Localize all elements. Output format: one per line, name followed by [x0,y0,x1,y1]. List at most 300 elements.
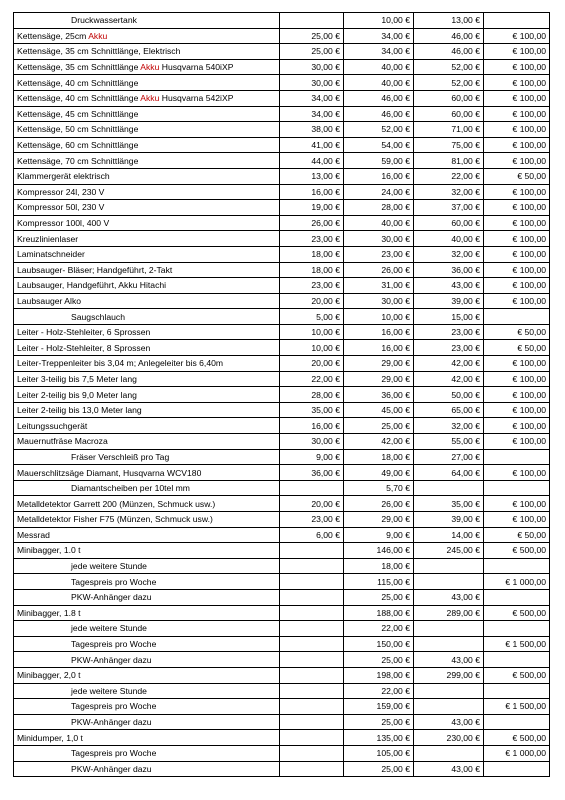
table-row [14,667,550,683]
item-name-cell [14,449,280,465]
price-day-cell: 46,00 € [344,106,414,122]
item-name-suffix: Husqvarna 540iXP [159,62,234,73]
table-row [14,200,550,216]
price-day-cell: 25,00 € [344,652,414,668]
price-hour-cell: 20,00 € [280,293,344,309]
item-name: PKW-Anhänger dazu [71,717,152,728]
deposit-cell [484,449,550,465]
table-row [14,527,550,543]
price-day-cell: 135,00 € [344,730,414,746]
table-row [14,246,550,262]
price-day-cell: 29,00 € [344,356,414,372]
price-day-cell: 10,00 € [344,13,414,29]
item-name-cell [14,699,280,715]
price-weekend-cell: 60,00 € [414,106,484,122]
price-hour-cell: 44,00 € [280,153,344,169]
price-weekend-cell: 43,00 € [414,652,484,668]
price-day-cell: 40,00 € [344,215,414,231]
price-weekend-cell: 32,00 € [414,246,484,262]
item-name: Tagespreis pro Woche [71,639,157,650]
item-name: Laubsauger- Bläser; Handgeführt, 2-Takt [17,264,173,275]
item-name: Kettensäge, 60 cm Schnittlänge [17,140,139,151]
price-hour-cell: 16,00 € [280,418,344,434]
price-weekend-cell: 37,00 € [414,200,484,216]
item-name: Leiter 2-teilig bis 13,0 Meter lang [17,405,142,416]
item-name-cell [14,75,280,91]
price-day-cell: 150,00 € [344,636,414,652]
price-hour-cell [280,699,344,715]
price-weekend-cell [414,480,484,496]
item-name-cell [14,621,280,637]
deposit-cell: € 100,00 [484,28,550,44]
price-hour-cell: 34,00 € [280,90,344,106]
item-name: Laminatschneider [17,249,85,260]
price-day-cell: 188,00 € [344,605,414,621]
price-day-cell: 49,00 € [344,465,414,481]
table-row [14,418,550,434]
item-name-cell [14,13,280,29]
item-name: Kompressor 50l, 230 V [17,202,105,213]
price-hour-cell [280,621,344,637]
item-name: Tagespreis pro Woche [71,576,157,587]
price-hour-cell: 19,00 € [280,200,344,216]
deposit-cell: € 100,00 [484,387,550,403]
table-row [14,480,550,496]
price-day-cell: 22,00 € [344,683,414,699]
table-row [14,75,550,91]
price-weekend-cell: 23,00 € [414,340,484,356]
item-name-cell [14,589,280,605]
price-day-cell: 146,00 € [344,543,414,559]
item-name: Kompressor 100l, 400 V [17,218,110,229]
item-name: Leiter 2-teilig bis 9,0 Meter lang [17,389,137,400]
table-row [14,90,550,106]
price-day-cell: 29,00 € [344,371,414,387]
item-name: Kettensäge, 45 cm Schnittlänge [17,108,139,119]
deposit-cell: € 100,00 [484,262,550,278]
table-row [14,496,550,512]
item-name-cell [14,356,280,372]
price-weekend-cell: 42,00 € [414,356,484,372]
item-name-cell [14,667,280,683]
price-hour-cell: 23,00 € [280,512,344,528]
price-weekend-cell: 46,00 € [414,44,484,60]
item-name: Metalldetektor Fisher F75 (Münzen, Schmuck usw.) [17,514,213,525]
table-row [14,512,550,528]
price-hour-cell: 10,00 € [280,340,344,356]
price-weekend-cell: 299,00 € [414,667,484,683]
price-day-cell: 25,00 € [344,714,414,730]
deposit-cell [484,480,550,496]
item-name-cell [14,652,280,668]
price-weekend-cell: 32,00 € [414,184,484,200]
item-name: Kettensäge, 25cm [17,30,89,41]
price-hour-cell: 41,00 € [280,137,344,153]
item-name-cell [14,434,280,450]
price-hour-cell: 22,00 € [280,371,344,387]
price-day-cell: 40,00 € [344,75,414,91]
item-name-cell [14,730,280,746]
deposit-cell [484,13,550,29]
price-weekend-cell: 245,00 € [414,543,484,559]
price-day-cell: 16,00 € [344,324,414,340]
price-day-cell: 31,00 € [344,278,414,294]
price-weekend-cell: 60,00 € [414,90,484,106]
price-hour-cell: 28,00 € [280,387,344,403]
price-hour-cell: 30,00 € [280,59,344,75]
table-row [14,44,550,60]
table-row [14,387,550,403]
deposit-cell: € 100,00 [484,44,550,60]
price-weekend-cell [414,574,484,590]
item-name-suffix: Husqvarna 542iXP [159,93,234,104]
price-weekend-cell: 32,00 € [414,418,484,434]
price-hour-cell: 16,00 € [280,184,344,200]
price-weekend-cell: 46,00 € [414,28,484,44]
deposit-cell: € 100,00 [484,418,550,434]
price-hour-cell: 34,00 € [280,106,344,122]
price-hour-cell: 20,00 € [280,356,344,372]
price-hour-cell: 30,00 € [280,75,344,91]
price-weekend-cell: 14,00 € [414,527,484,543]
item-name-cell [14,231,280,247]
price-day-cell: 16,00 € [344,340,414,356]
item-name-cell [14,512,280,528]
price-day-cell: 5,70 € [344,480,414,496]
price-day-cell: 159,00 € [344,699,414,715]
item-name-cell [14,543,280,559]
price-day-cell: 52,00 € [344,122,414,138]
item-name: Tagespreis pro Woche [71,701,157,712]
price-day-cell: 36,00 € [344,387,414,403]
deposit-cell: € 100,00 [484,278,550,294]
item-name-cell [14,324,280,340]
price-day-cell: 54,00 € [344,137,414,153]
deposit-cell: € 100,00 [484,215,550,231]
price-day-cell: 24,00 € [344,184,414,200]
price-day-cell: 115,00 € [344,574,414,590]
deposit-cell: € 50,00 [484,527,550,543]
deposit-cell [484,558,550,574]
table-row [14,543,550,559]
item-name: Klammergerät elektrisch [17,171,110,182]
price-hour-cell: 10,00 € [280,324,344,340]
item-name-cell [14,714,280,730]
table-row [14,231,550,247]
price-hour-cell [280,761,344,777]
price-hour-cell: 23,00 € [280,231,344,247]
item-name: Kettensäge, 70 cm Schnittlänge [17,155,139,166]
item-name: Mauerschlitzsäge Diamant, Husqvarna WCV180 [17,467,202,478]
price-hour-cell: 38,00 € [280,122,344,138]
deposit-cell: € 50,00 [484,324,550,340]
deposit-cell: € 100,00 [484,90,550,106]
price-hour-cell: 36,00 € [280,465,344,481]
price-weekend-cell: 81,00 € [414,153,484,169]
price-weekend-cell: 289,00 € [414,605,484,621]
item-name-highlight: Akku [140,93,160,104]
price-hour-cell [280,543,344,559]
item-name: Kettensäge, 50 cm Schnittlänge [17,124,139,135]
deposit-cell: € 100,00 [484,122,550,138]
price-table [13,12,550,777]
deposit-cell [484,652,550,668]
price-hour-cell [280,714,344,730]
item-name: PKW-Anhänger dazu [71,763,152,774]
table-row [14,184,550,200]
item-name-cell [14,59,280,75]
price-hour-cell: 18,00 € [280,246,344,262]
deposit-cell: € 100,00 [484,106,550,122]
table-row [14,683,550,699]
price-hour-cell: 13,00 € [280,168,344,184]
price-day-cell: 22,00 € [344,621,414,637]
table-row [14,293,550,309]
price-hour-cell: 5,00 € [280,309,344,325]
price-weekend-cell: 75,00 € [414,137,484,153]
item-name-cell [14,90,280,106]
price-day-cell: 59,00 € [344,153,414,169]
price-weekend-cell: 43,00 € [414,761,484,777]
item-name: Leitungssuchgerät [17,420,88,431]
table-row [14,324,550,340]
table-row [14,340,550,356]
deposit-cell: € 1 000,00 [484,574,550,590]
item-name: Kreuzlinienlaser [17,233,79,244]
deposit-cell [484,683,550,699]
item-name-cell [14,745,280,761]
price-day-cell: 46,00 € [344,90,414,106]
table-row [14,309,550,325]
table-row [14,28,550,44]
price-day-cell: 18,00 € [344,449,414,465]
deposit-cell: € 100,00 [484,356,550,372]
price-weekend-cell: 43,00 € [414,589,484,605]
deposit-cell: € 100,00 [484,59,550,75]
deposit-cell: € 100,00 [484,184,550,200]
price-weekend-cell [414,683,484,699]
price-weekend-cell: 65,00 € [414,402,484,418]
item-name: Minibagger, 2,0 t [17,670,81,681]
deposit-cell: € 100,00 [484,293,550,309]
item-name: Kompressor 24l, 230 V [17,186,105,197]
item-name-cell [14,605,280,621]
table-row [14,589,550,605]
table-row [14,652,550,668]
price-day-cell: 26,00 € [344,496,414,512]
price-day-cell: 10,00 € [344,309,414,325]
price-weekend-cell [414,636,484,652]
table-row [14,761,550,777]
item-name-cell [14,293,280,309]
item-name: Kettensäge, 40 cm Schnittlänge [17,77,139,88]
price-day-cell: 23,00 € [344,246,414,262]
price-hour-cell: 18,00 € [280,262,344,278]
price-hour-cell [280,605,344,621]
deposit-cell: € 100,00 [484,434,550,450]
price-weekend-cell: 13,00 € [414,13,484,29]
table-row [14,137,550,153]
price-day-cell: 18,00 € [344,558,414,574]
deposit-cell: € 500,00 [484,730,550,746]
price-weekend-cell: 40,00 € [414,231,484,247]
item-name-cell [14,153,280,169]
item-name-highlight: Akku [140,62,160,73]
item-name: Minidumper, 1,0 t [17,732,83,743]
price-weekend-cell: 52,00 € [414,75,484,91]
table-row [14,262,550,278]
price-hour-cell: 26,00 € [280,215,344,231]
table-row [14,371,550,387]
price-weekend-cell: 50,00 € [414,387,484,403]
item-name: Kettensäge, 35 cm Schnittlänge, Elektrisch [17,46,181,57]
deposit-cell: € 100,00 [484,153,550,169]
table-row [14,465,550,481]
price-weekend-cell: 60,00 € [414,215,484,231]
item-name-cell [14,480,280,496]
item-name: PKW-Anhänger dazu [71,592,152,603]
item-name-cell [14,683,280,699]
table-row [14,59,550,75]
price-weekend-cell: 230,00 € [414,730,484,746]
item-name-cell [14,122,280,138]
price-hour-cell [280,636,344,652]
price-day-cell: 34,00 € [344,28,414,44]
table-row [14,153,550,169]
deposit-cell: € 100,00 [484,200,550,216]
deposit-cell: € 100,00 [484,402,550,418]
table-row [14,605,550,621]
table-row [14,699,550,715]
price-day-cell: 28,00 € [344,200,414,216]
table-row [14,574,550,590]
price-weekend-cell: 43,00 € [414,714,484,730]
price-hour-cell [280,683,344,699]
price-hour-cell [280,574,344,590]
item-name-cell [14,106,280,122]
price-day-cell: 9,00 € [344,527,414,543]
table-row [14,278,550,294]
price-hour-cell: 35,00 € [280,402,344,418]
item-name-cell [14,527,280,543]
deposit-cell: € 100,00 [484,75,550,91]
price-day-cell: 105,00 € [344,745,414,761]
item-name: Tagespreis pro Woche [71,748,157,759]
deposit-cell: € 100,00 [484,465,550,481]
item-name: Minibagger, 1.8 t [17,607,81,618]
price-hour-cell [280,667,344,683]
item-name-cell [14,402,280,418]
deposit-cell: € 100,00 [484,512,550,528]
deposit-cell: € 1 000,00 [484,745,550,761]
item-name: jede weitere Stunde [71,561,147,572]
deposit-cell: € 100,00 [484,496,550,512]
price-day-cell: 25,00 € [344,589,414,605]
item-name: jede weitere Stunde [71,685,147,696]
table-row [14,730,550,746]
price-day-cell: 40,00 € [344,59,414,75]
deposit-cell: € 1 500,00 [484,636,550,652]
table-row [14,434,550,450]
price-day-cell: 198,00 € [344,667,414,683]
item-name: Leiter - Holz-Stehleiter, 6 Sprossen [17,327,151,338]
price-day-cell: 30,00 € [344,293,414,309]
item-name: Druckwassertank [71,15,137,26]
price-day-cell: 25,00 € [344,418,414,434]
price-weekend-cell: 35,00 € [414,496,484,512]
item-name-cell [14,387,280,403]
deposit-cell: € 100,00 [484,231,550,247]
item-name: Saugschlauch [71,311,125,322]
deposit-cell [484,621,550,637]
price-hour-cell [280,745,344,761]
deposit-cell: € 1 500,00 [484,699,550,715]
item-name-cell [14,761,280,777]
item-name-cell [14,246,280,262]
price-day-cell: 25,00 € [344,761,414,777]
item-name-cell [14,558,280,574]
item-name-cell [14,465,280,481]
item-name: Leiter - Holz-Stehleiter, 8 Sprossen [17,342,151,353]
item-name: PKW-Anhänger dazu [71,654,152,665]
price-weekend-cell: 42,00 € [414,371,484,387]
item-name-cell [14,278,280,294]
item-name-cell [14,184,280,200]
deposit-cell [484,761,550,777]
price-hour-cell [280,480,344,496]
item-name-cell [14,418,280,434]
deposit-cell [484,714,550,730]
item-name-cell [14,200,280,216]
item-name: Kettensäge, 35 cm Schnittlänge [17,62,141,73]
item-name: Fräser Verschleiß pro Tag [71,451,170,462]
item-name: Laubsauger, Handgeführt, Akku Hitachi [17,280,167,291]
price-weekend-cell [414,745,484,761]
item-name-cell [14,340,280,356]
item-name-cell [14,168,280,184]
price-hour-cell: 25,00 € [280,44,344,60]
item-name: Leiter-Treppenleiter bis 3,04 m; Anlegeleiter bis 6,40m [17,358,224,369]
price-hour-cell [280,730,344,746]
price-weekend-cell: 39,00 € [414,512,484,528]
table-row [14,122,550,138]
item-name-cell [14,574,280,590]
table-row [14,356,550,372]
table-row [14,168,550,184]
table-row [14,636,550,652]
item-name-cell [14,496,280,512]
price-hour-cell: 20,00 € [280,496,344,512]
price-hour-cell: 6,00 € [280,527,344,543]
price-weekend-cell: 64,00 € [414,465,484,481]
deposit-cell: € 100,00 [484,137,550,153]
item-name-cell [14,28,280,44]
price-weekend-cell: 55,00 € [414,434,484,450]
price-day-cell: 29,00 € [344,512,414,528]
price-weekend-cell: 15,00 € [414,309,484,325]
table-row [14,621,550,637]
price-weekend-cell: 22,00 € [414,168,484,184]
price-hour-cell: 9,00 € [280,449,344,465]
item-name: Leiter 3-teilig bis 7,5 Meter lang [17,373,137,384]
table-row [14,215,550,231]
item-name: Kettensäge, 40 cm Schnittlänge [17,93,141,104]
table-row [14,714,550,730]
table-row [14,402,550,418]
deposit-cell: € 100,00 [484,371,550,387]
item-name: Minibagger, 1.0 t [17,545,81,556]
price-hour-cell [280,589,344,605]
